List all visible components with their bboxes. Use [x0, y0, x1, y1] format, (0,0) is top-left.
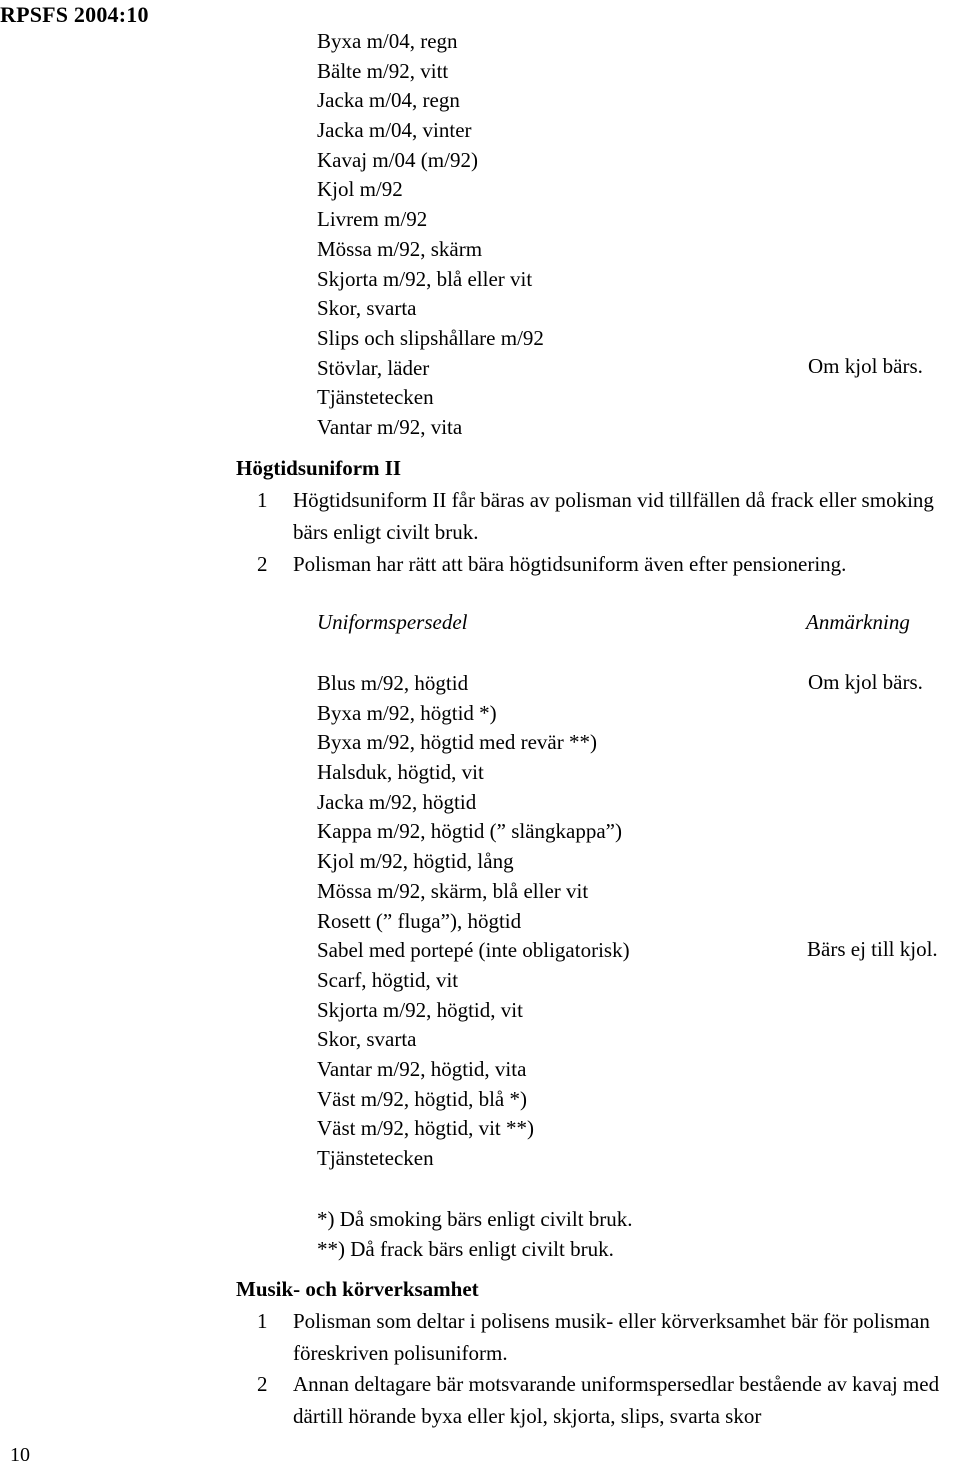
list-item: Stövlar, läder [317, 355, 430, 380]
section-heading-musik: Musik- och körverksamhet [236, 1277, 479, 1301]
uniform-items-list-b [317, 669, 630, 1174]
column-header-item: Uniformspersedel [317, 610, 468, 634]
table-row: Skor, svarta [317, 1027, 417, 1052]
table-row: Skjorta m/92, högtid, vit [317, 997, 523, 1022]
table-row: Väst m/92, högtid, blå *) [317, 1086, 527, 1111]
remark-stovlar: Om kjol bärs. [808, 354, 923, 378]
list-item: Livrem m/92 [317, 207, 428, 232]
list-item: Kjol m/92 [317, 177, 403, 202]
list-item: Tjänstetecken [317, 385, 434, 410]
remark-blus: Om kjol bärs. [808, 670, 923, 694]
table-row: Byxa m/92, högtid med revär **) [317, 730, 597, 755]
list-item: Slips och slipshållare m/92 [317, 325, 544, 350]
list-item: Byxa m/04, regn [317, 29, 458, 53]
page-number: 10 [10, 1444, 30, 1466]
column-header-remark: Anmärkning [806, 610, 910, 634]
table-row: Vantar m/92, högtid, vita [317, 1056, 527, 1081]
list-item: Jacka m/04, vinter [317, 118, 472, 143]
paragraph-number: 2 [257, 1372, 268, 1396]
table-row: Mössa m/92, skärm, blå eller vit [317, 878, 589, 903]
list-item: Bälte m/92, vitt [317, 58, 449, 83]
paragraph-1 [0, 485, 960, 549]
table-row: Halsduk, högtid, vit [317, 760, 484, 785]
paragraph-1 [0, 1306, 960, 1370]
paragraph-number: 1 [257, 1309, 268, 1333]
table-row: Väst m/92, högtid, vit **) [317, 1116, 534, 1141]
list-item: Jacka m/04, regn [317, 88, 460, 113]
uniform-items-list-a [317, 27, 544, 443]
table-row: Kappa m/92, högtid (” slängkappa”) [317, 819, 622, 844]
list-item: Skjorta m/92, blå eller vit [317, 266, 533, 291]
footnotes [317, 1204, 633, 1264]
paragraph-number: 2 [257, 552, 268, 576]
table-row: Rosett (” fluga”), högtid [317, 908, 522, 933]
table-row: Scarf, högtid, vit [317, 967, 459, 992]
table-row: Tjänstetecken [317, 1146, 434, 1170]
paragraph-number: 1 [257, 488, 268, 512]
paragraph-text: Annan deltagare bär motsvarande uniformspersedlar bestående av kavaj med därtill hörande byxa eller kjol, skjorta, slips, svarta skor [293, 1372, 940, 1428]
table-row: Blus m/92, högtid [317, 671, 469, 695]
footnote: **) Då frack bärs enligt civilt bruk. [317, 1237, 614, 1261]
paragraph-2 [0, 1369, 960, 1433]
table-row: Byxa m/92, högtid *) [317, 700, 497, 725]
footnote: *) Då smoking bärs enligt civilt bruk. [317, 1207, 633, 1231]
list-item: Mössa m/92, skärm [317, 236, 483, 261]
table-row: Kjol m/92, högtid, lång [317, 849, 514, 874]
list-item: Kavaj m/04 (m/92) [317, 147, 478, 172]
remark-sabel: Bärs ej till kjol. [807, 937, 938, 961]
list-item: Skor, svarta [317, 296, 417, 321]
table-row: Sabel med portepé (inte obligatorisk) [317, 938, 630, 963]
paragraph-text: Polisman har rätt att bära högtidsuniform även efter pensionering. [293, 552, 847, 576]
table-row: Jacka m/92, högtid [317, 789, 477, 814]
paragraph-text: Högtidsuniform II får bäras av polisman vid tillfällen då frack eller smoking bärs enligt civilt bruk. [293, 488, 934, 544]
document-id: RPSFS 2004:10 [0, 2, 149, 27]
section-heading-hogtidsuniform: Högtidsuniform II [236, 456, 402, 480]
paragraph-text: Polisman som deltar i polisens musik- eller körverksamhet bär för polisman föreskriven polisuniform. [293, 1309, 930, 1365]
list-item: Vantar m/92, vita [317, 414, 463, 439]
paragraph-2 [0, 549, 960, 581]
